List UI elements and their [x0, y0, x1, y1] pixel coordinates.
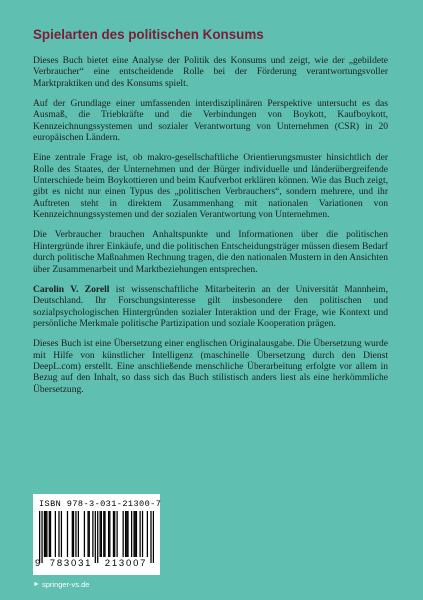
blurb-paragraph-1: Dieses Buch bietet eine Analyse der Politik des Konsums und zeigt, wie der „gebildete Verbraucher“ eine entscheidende Rolle bei der Förderung verantwortungsvoller Marktpraktiken und des Konsums spielt. — [33, 55, 388, 89]
author-bio — [33, 284, 388, 329]
barcode-bar — [131, 511, 132, 557]
arrow-right-icon: ► — [33, 581, 40, 588]
barcode-digits — [35, 558, 159, 569]
barcode-bar — [58, 511, 59, 557]
publisher-url: springer-vs.de — [41, 580, 90, 589]
barcode-digit-first: 9 — [35, 558, 41, 569]
barcode-bar — [44, 511, 45, 557]
barcode-bar — [127, 511, 128, 557]
barcode-bar — [55, 511, 56, 557]
barcode-bar — [142, 511, 143, 557]
barcode-bar — [103, 511, 104, 557]
barcode-bar — [153, 511, 154, 563]
barcode-bar — [72, 511, 73, 557]
barcode-bar — [61, 511, 62, 557]
barcode-bar — [41, 511, 42, 563]
barcode-bar — [84, 511, 85, 557]
barcode-bar — [147, 511, 148, 557]
barcode-bar — [87, 511, 88, 557]
barcode-bar — [126, 511, 127, 557]
blurb-text — [33, 55, 388, 404]
barcode-digits-group-1: 783031 — [49, 558, 93, 569]
barcode-bar — [135, 511, 136, 557]
book-title: Spielarten des politischen Konsums — [33, 27, 264, 42]
barcode-bar — [108, 511, 109, 557]
barcode-bar — [109, 511, 110, 557]
isbn-label: ISBN 978-3-031-21300-7 — [39, 499, 162, 509]
barcode-bar — [101, 511, 102, 557]
blurb-paragraph-2: Auf der Grundlage einer umfassenden interdisziplinären Perspektive untersucht es das Ausmaß, die Triebkräfte und die Verbindungen von Boykott, Kaufboykott, Kennzeichnungssystemen und sozialer Verantwortung von Unternehmen (CSR) in 20 europäischen Ländern. — [33, 98, 388, 144]
barcode-bar — [92, 511, 93, 557]
blurb-paragraph-4: Die Verbraucher brauchen Anhaltspunkte und Informationen über die politischen Hintergründe ihrer Einkäufe, und die politischen Entscheidungsträger müssen diesem Bedarf durch politische Maßnahmen Rechnung tragen, die den nationalen Mustern in den Ansichten über Zusammenarbeit und Marktbeziehungen entsprechen. — [33, 229, 388, 275]
barcode — [39, 511, 154, 563]
barcode-bar — [50, 511, 51, 557]
barcode-bar — [45, 511, 46, 557]
barcode-bar — [46, 511, 47, 557]
barcode-bar — [104, 511, 105, 557]
barcode-bar — [139, 511, 140, 557]
barcode-bar — [95, 511, 96, 563]
author-name: Carolin V. Zorell — [33, 283, 110, 295]
barcode-bar — [133, 511, 134, 557]
barcode-bar — [67, 511, 68, 557]
publisher-link[interactable] — [33, 580, 89, 589]
barcode-bar — [136, 511, 137, 557]
barcode-bar — [114, 511, 115, 557]
barcode-bar — [113, 511, 114, 557]
barcode-bar — [150, 511, 151, 563]
barcode-bar — [123, 511, 124, 557]
barcode-digits-group-2: 213007 — [104, 558, 148, 569]
barcode-bar — [73, 511, 74, 557]
barcode-bar — [49, 511, 50, 557]
blurb-paragraph-3: Eine zentrale Frage ist, ob makro-gesellschaftliche Orientierungsmuster hinsichtlich der Rolle des Staates, der Unternehmen und der Bürger individuelle und länderübergreifende Unterschiede beim Boykottieren und beim Kaufverbot erklären können. Wie das Buch zeigt, gibt es nicht nur einen Typus des „politischen Verbrauchers“, sondern mehrere, und ihr Auftreten steht in direktem Zusammenhang mit nationalen Variationen von Kennzeichnungssystemen und der sozialen Verantwortung von Unternehmen. — [33, 152, 388, 221]
barcode-bar — [100, 511, 101, 557]
author-bio-text: ist wissenschaftliche Mitarbeiterin an der Universität Mannheim, Deutschland. Ihr Forschungsinteresse gilt insbesondere den politischen und sozialpsychologischen Hintergründen sozialer Interaktion und der Frage, wie Kontext und persönliche Merkmale politische Partizipation und soziale Kooperation prägen. — [33, 283, 388, 329]
barcode-bar — [75, 511, 76, 557]
translation-note: Dieses Buch ist eine Übersetzung einer englischen Originalausgabe. Die Übersetzung wurde mit Hilfe von künstlicher Intelligenz (maschinelle Übersetzung durch den Dienst DeepL.com) erstellt. Eine anschließende menschliche Überarbeitung erfolgte vor allem in Bezug auf den Inhalt, so dass sich das Buch stilistisch anders liest als eine herkömmliche Übersetzung. — [33, 338, 388, 395]
barcode-box — [33, 494, 160, 575]
barcode-bar — [97, 511, 98, 563]
barcode-bar — [89, 511, 90, 557]
barcode-bar — [116, 511, 117, 557]
barcode-bar — [78, 511, 79, 557]
barcode-bar — [125, 511, 126, 557]
barcode-bar — [39, 511, 40, 563]
